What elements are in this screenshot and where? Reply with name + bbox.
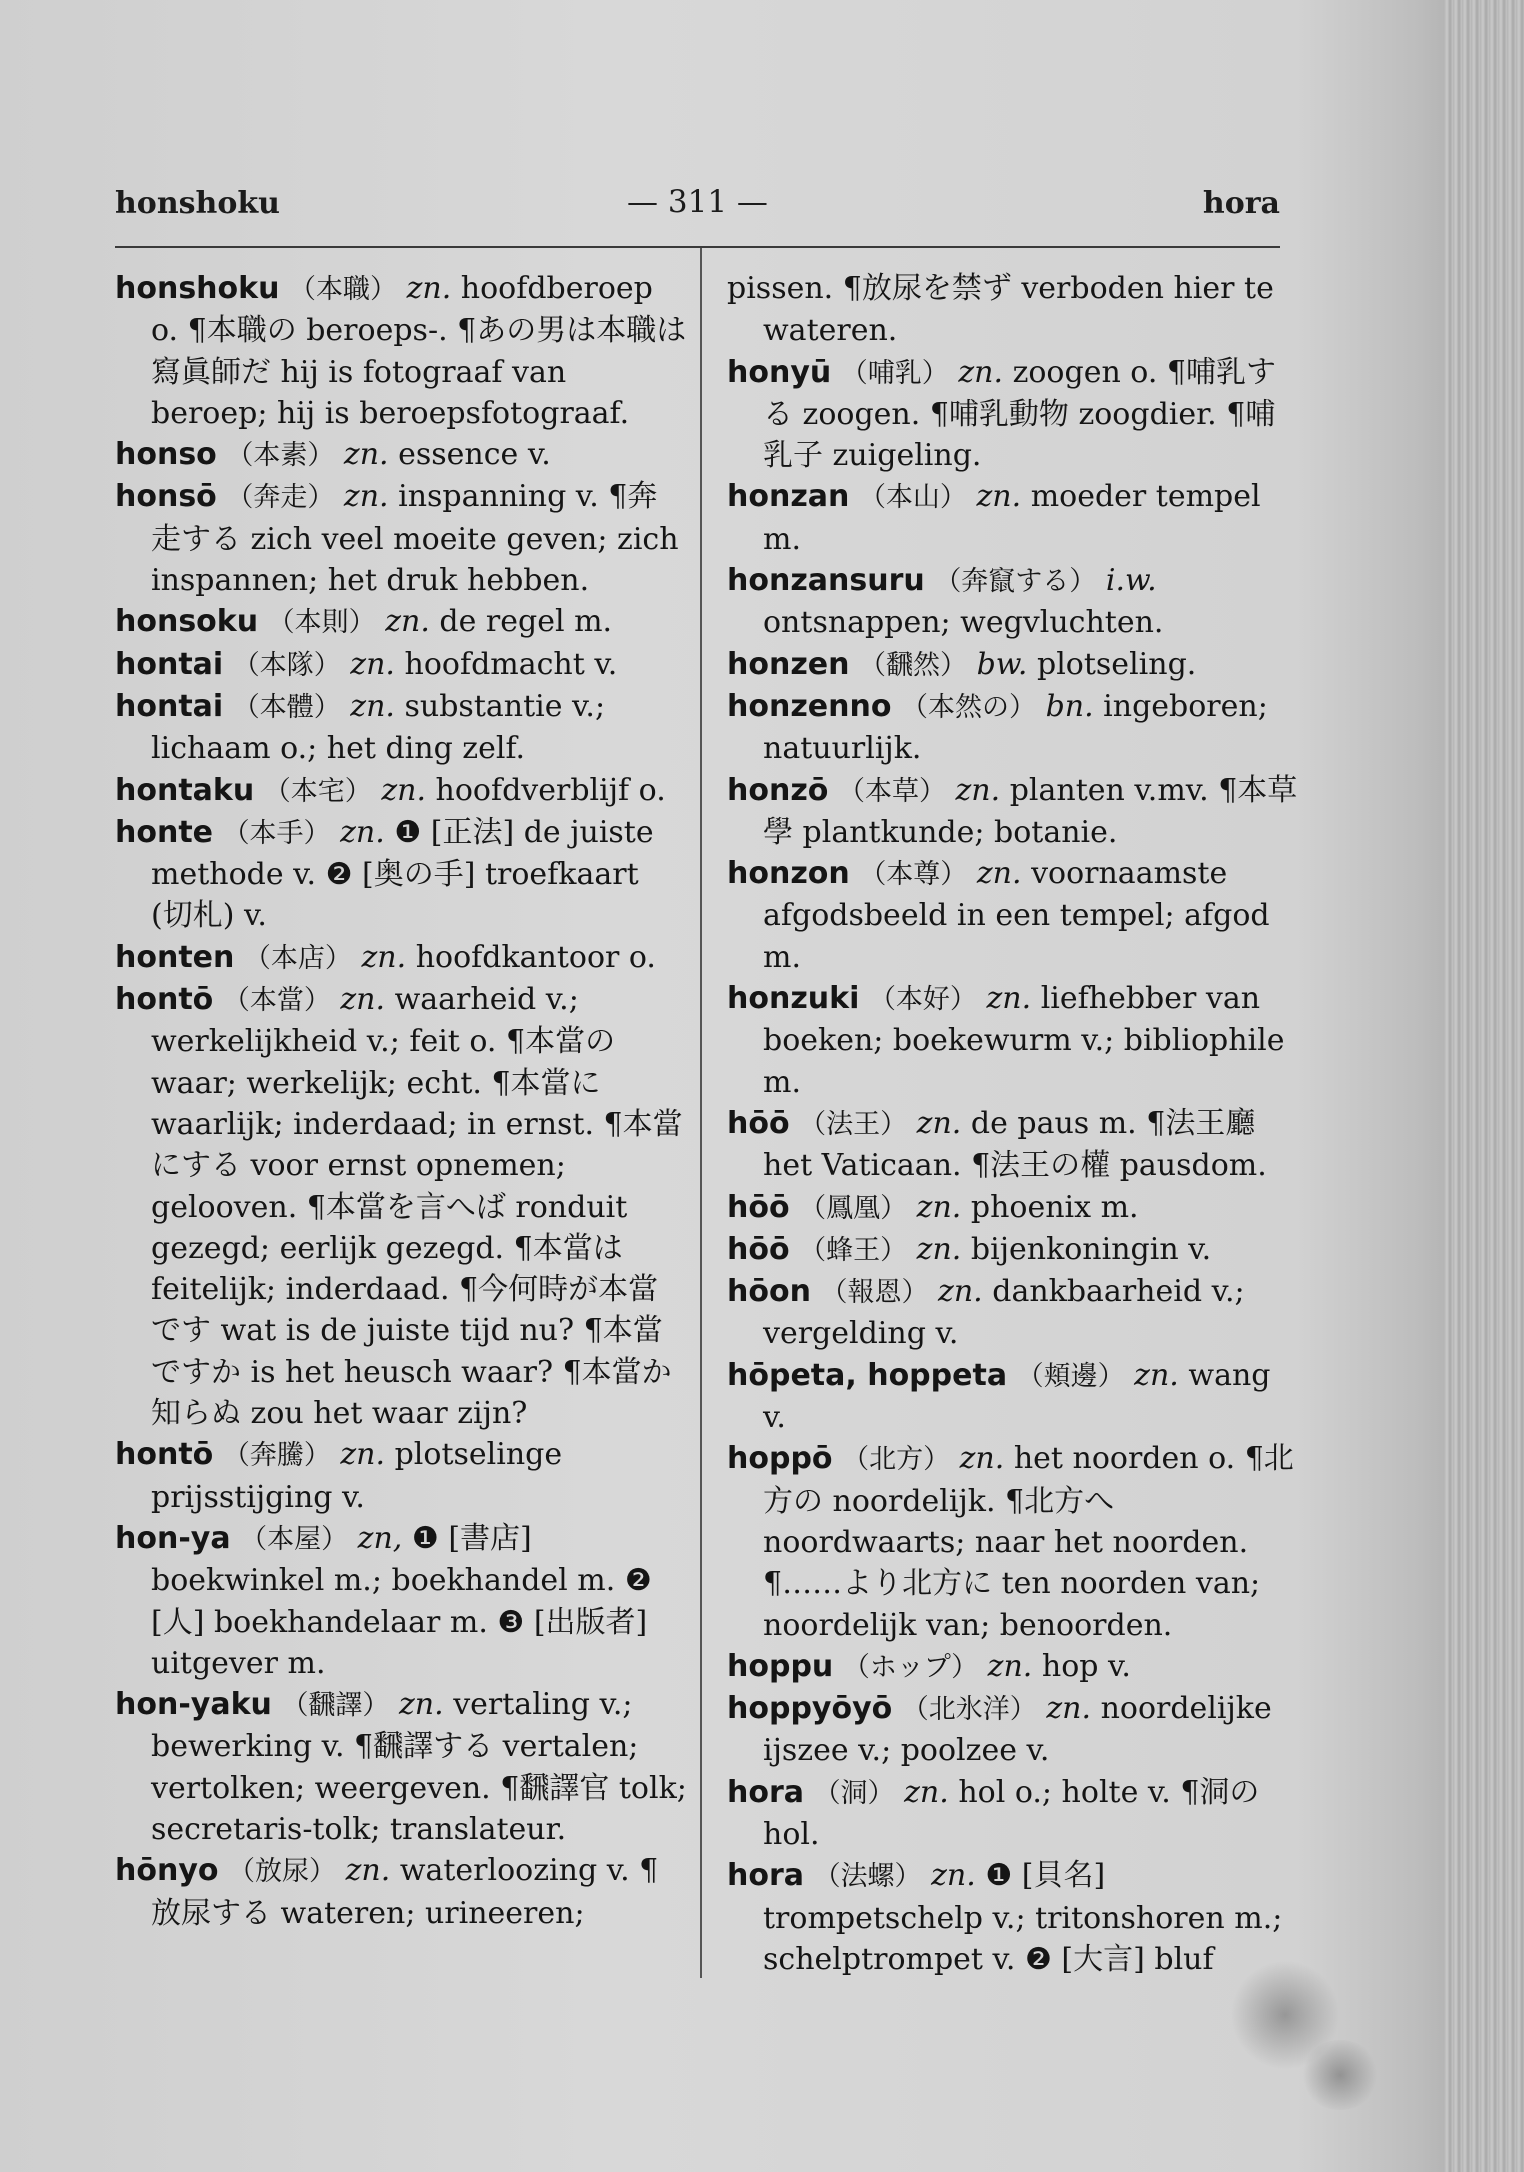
entry-definition: plotselinge prijsstijging v. (151, 1437, 563, 1515)
entry-grammar: zn. (361, 939, 407, 975)
entry-grammar: zn, (357, 1520, 403, 1556)
dictionary-entry (115, 1850, 687, 1934)
dictionary-entry (727, 686, 1302, 770)
dictionary-entry (727, 1229, 1302, 1271)
entry-definition: voornaamste afgodsbeeld in een tempel; afgod m. (763, 856, 1270, 975)
entry-headword: honyū (727, 354, 832, 390)
entry-headword: honsoku (115, 604, 259, 640)
entry-definition: vertaling v.; bewerking v. ¶飜譯する vertalen; vertolken; weergeven. ¶飜譯官 tolk; secretaris-tolk; translateur. (151, 1687, 687, 1847)
entry-grammar: zn. (1134, 1357, 1179, 1393)
entry-grammar: zn. (916, 1105, 962, 1141)
entry-kanji: （本尊） (859, 859, 968, 891)
entry-kanji: （蜂王） (799, 1234, 908, 1266)
entry-kanji: （洞） (813, 1777, 895, 1809)
entry-headword: hora (727, 1774, 805, 1810)
entry-kanji: （頬邊） (1016, 1360, 1125, 1392)
entry-headword: honzenno (727, 688, 892, 724)
dictionary-entry (115, 434, 687, 476)
entry-kanji: （鳳凰） (799, 1192, 908, 1224)
entry-headword: hōō (727, 1231, 790, 1267)
entry-definition: waarheid v.; werkelijkheid v.; feit o. ¶本當の waar; werkelijk; echt. ¶本當に waarlijk; inderdaad; in ernst. ¶本當にする voor ernst opnemen; gelooven. ¶本當を言へば ronduit gezegd; eerlijk gezegd. ¶本當は feitelijk; inderdaad. ¶今何時が本當です wat is de juiste tijd nu? ¶本當ですか is het heusch waar? ¶本當か知らぬ zou het waar zijn? (151, 982, 683, 1432)
entry-grammar: zn. (350, 646, 395, 682)
dictionary-entry (727, 1438, 1302, 1645)
ink-stain (1300, 2040, 1380, 2110)
entry-kanji: （法螺） (813, 1861, 922, 1893)
entry-definition: pissen. ¶放尿を禁ず verboden hier te wateren. (727, 271, 1274, 349)
entry-definition: inspanning v. ¶奔走する zich veel moeite geven; zich inspannen; het druk hebben. (151, 479, 679, 599)
entry-definition: bijenkoningin v. (970, 1231, 1212, 1267)
dictionary-entry (727, 978, 1302, 1103)
entry-kanji: （奔騰） (222, 1440, 331, 1472)
dictionary-entry (727, 1646, 1302, 1688)
entry-headword: honso (115, 437, 217, 473)
page-number: — 311 — (627, 184, 768, 220)
dictionary-entry (727, 1772, 1302, 1856)
column-divider (700, 248, 702, 1978)
entry-grammar: zn. (398, 1687, 444, 1723)
entry-kanji: （本隊） (232, 649, 341, 681)
page-header (115, 178, 1280, 238)
entry-grammar: zn. (986, 981, 1032, 1017)
entry-kanji: （本體） (232, 691, 341, 723)
entry-headword: hon-ya (115, 1520, 231, 1556)
dictionary-entry (115, 686, 687, 770)
dictionary-entry (115, 601, 687, 643)
left-column (115, 268, 687, 1988)
entry-grammar: zn. (938, 1274, 983, 1310)
dictionary-entry (115, 644, 687, 686)
entry-definition: ❶ [貝名] trompetschelp v.; tritonshoren m.; schelptrompet v. ❷ [大言] bluf (763, 1858, 1283, 1977)
running-head-right: hora (1202, 186, 1280, 221)
entry-kanji: （ホップ） (842, 1651, 979, 1683)
entry-grammar: zn. (976, 479, 1022, 515)
entry-kanji: （本手） (222, 817, 331, 849)
entry-definition: wang v. (763, 1357, 1271, 1436)
entry-headword: hōpeta, hoppeta (727, 1357, 1008, 1393)
dictionary-entry (727, 268, 1302, 352)
entry-grammar: zn. (343, 437, 389, 473)
entry-grammar: zn. (916, 1231, 962, 1267)
entry-kanji: （報恩） (820, 1277, 929, 1309)
dictionary-entry (727, 1355, 1302, 1439)
entry-headword: hon-yaku (115, 1687, 272, 1723)
entry-kanji: （本宅） (263, 775, 372, 807)
entry-grammar: zn. (955, 772, 1001, 808)
entry-grammar: zn. (340, 1437, 386, 1473)
entry-definition: noordelijke ijszee v.; poolzee v. (763, 1691, 1272, 1769)
entry-definition: hoofdberoep o. ¶本職の beroeps-. ¶あの男は本職は寫眞師だ hij is fotograaf van beroep; hij is beroepsfotograaf. (151, 271, 687, 431)
entry-definition: hoofdverblijf o. (435, 772, 666, 808)
entry-headword: honzen (727, 646, 850, 682)
entry-headword: honzan (727, 479, 850, 515)
dictionary-entry (115, 268, 687, 434)
entry-definition: waterloozing v. ¶放尿する wateren; urineeren; (151, 1853, 659, 1931)
entry-grammar: zn. (343, 479, 389, 515)
entry-definition: hoofdkantoor o. (415, 939, 656, 975)
entry-kanji: （法王） (799, 1108, 908, 1140)
entry-headword: hoppu (727, 1648, 834, 1684)
running-head-left: honshoku (115, 186, 280, 221)
entry-headword: honshoku (115, 271, 280, 306)
entry-grammar: zn. (340, 814, 385, 850)
entry-grammar: zn. (385, 604, 430, 640)
dictionary-entry (727, 770, 1302, 854)
dictionary-entry (115, 476, 687, 601)
entry-kanji: （本草） (837, 775, 946, 807)
entry-definition: moeder tempel m. (763, 479, 1261, 557)
entry-grammar: zn. (987, 1648, 1033, 1684)
entry-definition: plotseling. (1037, 646, 1197, 682)
dictionary-entry (727, 352, 1302, 477)
entry-kanji: （奔竄する） (934, 566, 1097, 598)
entry-kanji: （本則） (267, 607, 376, 639)
dictionary-entry (727, 1271, 1302, 1355)
entry-headword: hōō (727, 1189, 790, 1225)
entry-headword: hōon (727, 1274, 811, 1310)
entry-definition: ontsnappen; wegvluchten. (763, 605, 1164, 641)
entry-definition: ingeboren; natuurlijk. (763, 688, 1268, 767)
dictionary-entry (727, 1855, 1302, 1980)
entry-definition: het noorden o. ¶北方の noordelijk. ¶北方へ noordwaarts; naar het noorden. ¶……より北方に ten noorden van; noordelijk van; benoorden. (763, 1441, 1294, 1643)
entry-headword: hōnyo (115, 1853, 219, 1889)
entry-grammar: i.w. (1105, 563, 1157, 599)
dictionary-entry (115, 1518, 687, 1684)
dictionary-entry (115, 979, 687, 1434)
entry-grammar: zn. (916, 1189, 962, 1225)
entry-definition: ❶ [書店] boekwinkel m.; boekhandel m. ❷ [人] boekhandelaar m. ❸ [出版者] uitgever m. (151, 1520, 652, 1681)
dictionary-entry (727, 476, 1302, 560)
entry-definition: dankbaarheid v.; vergelding v. (763, 1274, 1245, 1352)
entry-definition: hoofdmacht v. (404, 646, 618, 682)
entry-grammar: bn. (1045, 688, 1094, 724)
entry-grammar: zn. (1046, 1691, 1092, 1727)
dictionary-entry (727, 1103, 1302, 1187)
dictionary-entry (115, 1434, 687, 1518)
entry-headword: honzansuru (727, 563, 925, 599)
entry-grammar: zn. (381, 772, 426, 808)
entry-headword: hontō (115, 982, 214, 1018)
entry-definition: phoenix m. (970, 1189, 1139, 1225)
entry-grammar: zn. (350, 688, 395, 724)
entry-kanji: （北方） (842, 1444, 951, 1476)
entry-definition: ❶ [正法] de juiste methode v. ❷ [奥の手] troefkaart (切札) v. (151, 814, 654, 934)
entry-kanji: （北氷洋） (901, 1694, 1037, 1726)
entry-kanji: （本屋） (240, 1523, 349, 1555)
entry-kanji: （本店） (243, 942, 352, 974)
entry-definition: substantie v.; lichaam o.; het ding zelf. (151, 688, 606, 767)
entry-definition: planten v.mv. ¶本草學 plantkunde; botanie. (763, 772, 1298, 850)
entry-grammar: zn. (931, 1858, 976, 1894)
entry-kanji: （哺乳） (840, 357, 949, 389)
entry-definition: de paus m. ¶法王廳 het Vaticaan. ¶法王の權 pausdom. (763, 1105, 1267, 1184)
entry-headword: honte (115, 814, 214, 850)
entry-headword: honzon (727, 856, 850, 892)
entry-definition: de regel m. (439, 604, 613, 640)
dictionary-entry (727, 1187, 1302, 1229)
entry-grammar: zn. (976, 856, 1022, 892)
entry-headword: hoppō (727, 1441, 833, 1477)
entry-kanji: （本當） (222, 985, 331, 1017)
entry-headword: hoppyōyō (727, 1691, 893, 1727)
entry-headword: hontō (115, 1437, 214, 1473)
dictionary-entry (115, 812, 687, 937)
dictionary-entry (727, 853, 1302, 978)
entry-headword: hora (727, 1858, 805, 1894)
entry-grammar: zn. (904, 1774, 949, 1810)
entry-headword: honsō (115, 479, 217, 515)
entry-definition: hol o.; holte v. ¶洞の hol. (763, 1774, 1260, 1852)
dictionary-entry (727, 1688, 1302, 1772)
entry-headword: honzuki (727, 981, 860, 1017)
entry-kanji: （飜然） (859, 649, 968, 681)
dictionary-entry (727, 560, 1302, 644)
entry-headword: hontai (115, 646, 224, 682)
header-rule (115, 246, 1280, 248)
entry-definition: liefhebber van boeken; boekewurm v.; bibliophile m. (763, 981, 1285, 1100)
entry-grammar: bw. (976, 646, 1028, 682)
entry-headword: honzō (727, 772, 829, 808)
entry-kanji: （本職） (289, 274, 398, 305)
entry-grammar: zn. (340, 982, 386, 1018)
entry-grammar: zn. (345, 1853, 391, 1889)
entry-kanji: （本然の） (901, 691, 1037, 723)
entry-grammar: zn. (959, 1441, 1005, 1477)
entry-headword: honten (115, 939, 235, 975)
entry-definition: zoogen o. ¶哺乳する zoogen. ¶哺乳動物 zoogdier. ¶哺乳子 zuigeling. (763, 354, 1276, 474)
dictionary-entry (115, 937, 687, 979)
entry-kanji: （放尿） (228, 1856, 337, 1888)
dictionary-entry (115, 770, 687, 812)
entry-definition: hop v. (1041, 1648, 1131, 1684)
dictionary-entry (727, 644, 1302, 686)
entry-kanji: （飜譯） (281, 1690, 390, 1722)
entry-grammar: zn. (958, 354, 1004, 390)
dictionary-entry (115, 1684, 687, 1850)
entry-headword: hōō (727, 1105, 790, 1141)
entry-grammar: zn. (406, 271, 452, 306)
entry-kanji: （奔走） (226, 482, 335, 514)
page-stack-edge (1444, 0, 1524, 2172)
entry-kanji: （本好） (868, 984, 977, 1016)
entry-kanji: （本素） (226, 440, 335, 472)
right-column (727, 268, 1302, 1988)
entry-definition: essence v. (398, 437, 551, 473)
entry-headword: hontaku (115, 772, 255, 808)
entry-headword: hontai (115, 688, 224, 724)
entry-kanji: （本山） (858, 482, 967, 514)
